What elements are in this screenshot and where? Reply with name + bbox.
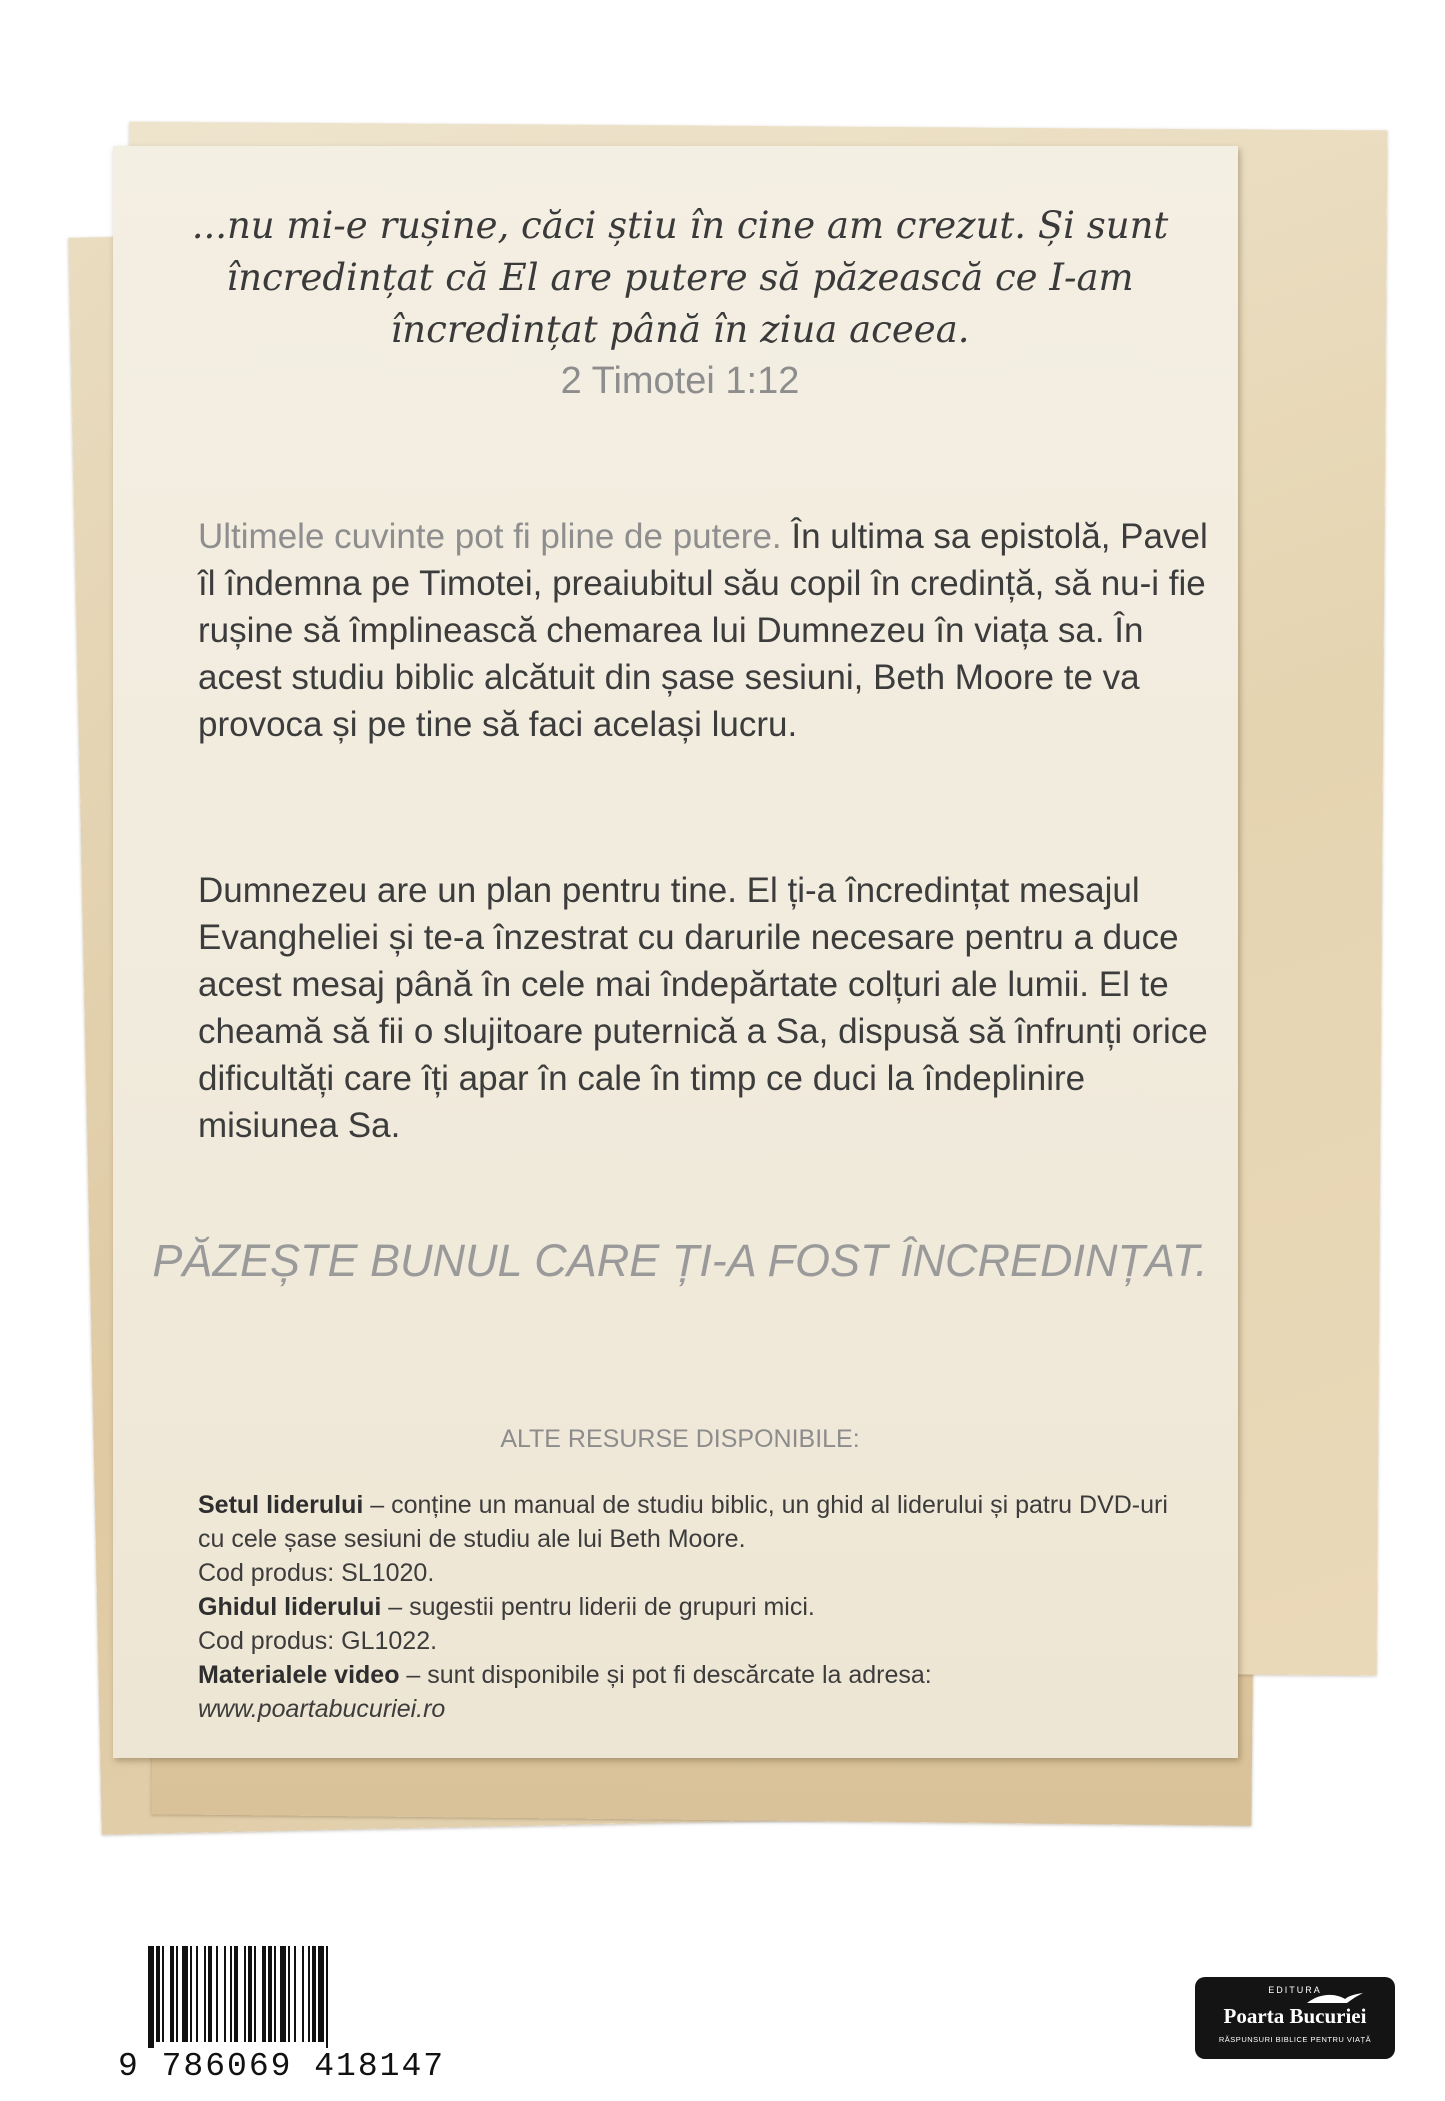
resource-description: – sugestii pentru liderii de grupuri mici. (381, 1593, 815, 1621)
resource-title: Setul liderului (198, 1491, 364, 1519)
resources-list (198, 1488, 1198, 1726)
publisher-tagline: RĂSPUNSURI BIBLICE PENTRU VIAȚĂ (1218, 2035, 1372, 2044)
publisher-label: EDITURA (1268, 1985, 1322, 1995)
resource-item-leader-guide (198, 1590, 1198, 1624)
website-link[interactable]: www.poartabucuriei.ro (198, 1695, 446, 1723)
resource-description: – sunt disponibile și pot fi descărcate la adresa: (399, 1661, 932, 1689)
slogan: PĂZEȘTE BUNUL CARE ȚI-A FOST ÎNCREDINȚAT. (152, 1235, 1208, 1286)
resource-title: Materialele video (198, 1661, 400, 1689)
resource-title: Ghidul liderului (198, 1593, 382, 1621)
barcode-icon (118, 1946, 403, 2048)
resource-description: – conține un manual de studiu biblic, un ghid al liderului și patru DVD-uri cu cele șase sesiuni de studiu ale lui Beth Moore. (198, 1491, 1168, 1553)
plan-paragraph: Dumnezeu are un plan pentru tine. El ți-a încredințat mesajul Evangheliei și te-a înzestrat cu darurile necesare pentru a duce acest mesaj până în cele mai îndepărtate colțuri ale lumii. El te cheamă să fii o slujitoare puternică a Sa, dispusă să înfrunți orice dificultăți care îți apar în cale în timp ce duci la îndeplinire misiunea Sa. (198, 871, 1208, 1145)
publisher-name: Poarta Bucuriei (1223, 2004, 1367, 2028)
isbn-number: 9 786069 418147 (118, 2048, 446, 2085)
bible-reference: 2 Timotei 1:12 (560, 360, 800, 402)
resource-item-video (198, 1658, 1198, 1692)
publisher-logo (1195, 1977, 1395, 2059)
intro-paragraph (198, 513, 1208, 748)
bible-quote: ...nu mi-e rușine, căci știu în cine am crezut. Și sunt încredințat că El are putere să păzească ce I-am încredințat până în ziua aceea. (191, 204, 1169, 351)
resources-heading: ALTE RESURSE DISPONIBILE: (500, 1425, 860, 1453)
intro-lead: Ultimele cuvinte pot fi pline de putere. (198, 517, 782, 556)
resource-item-leader-kit (198, 1488, 1198, 1556)
resource-code: Cod produs: SL1020. (198, 1559, 435, 1587)
resource-code: Cod produs: GL1022. (198, 1627, 438, 1655)
bird-icon (1305, 1991, 1365, 2005)
intro-text: În ultima sa epistolă, Pavel îl îndemna pe Timotei, preaiubitul său copil în credință, să nu-i fie rușine să împlinească chemarea lui Dumnezeu în viața sa. În acest studiu biblic alcătuit din șase sesiuni, Beth Moore te va provoca și pe tine să faci același lucru. (198, 517, 1208, 744)
